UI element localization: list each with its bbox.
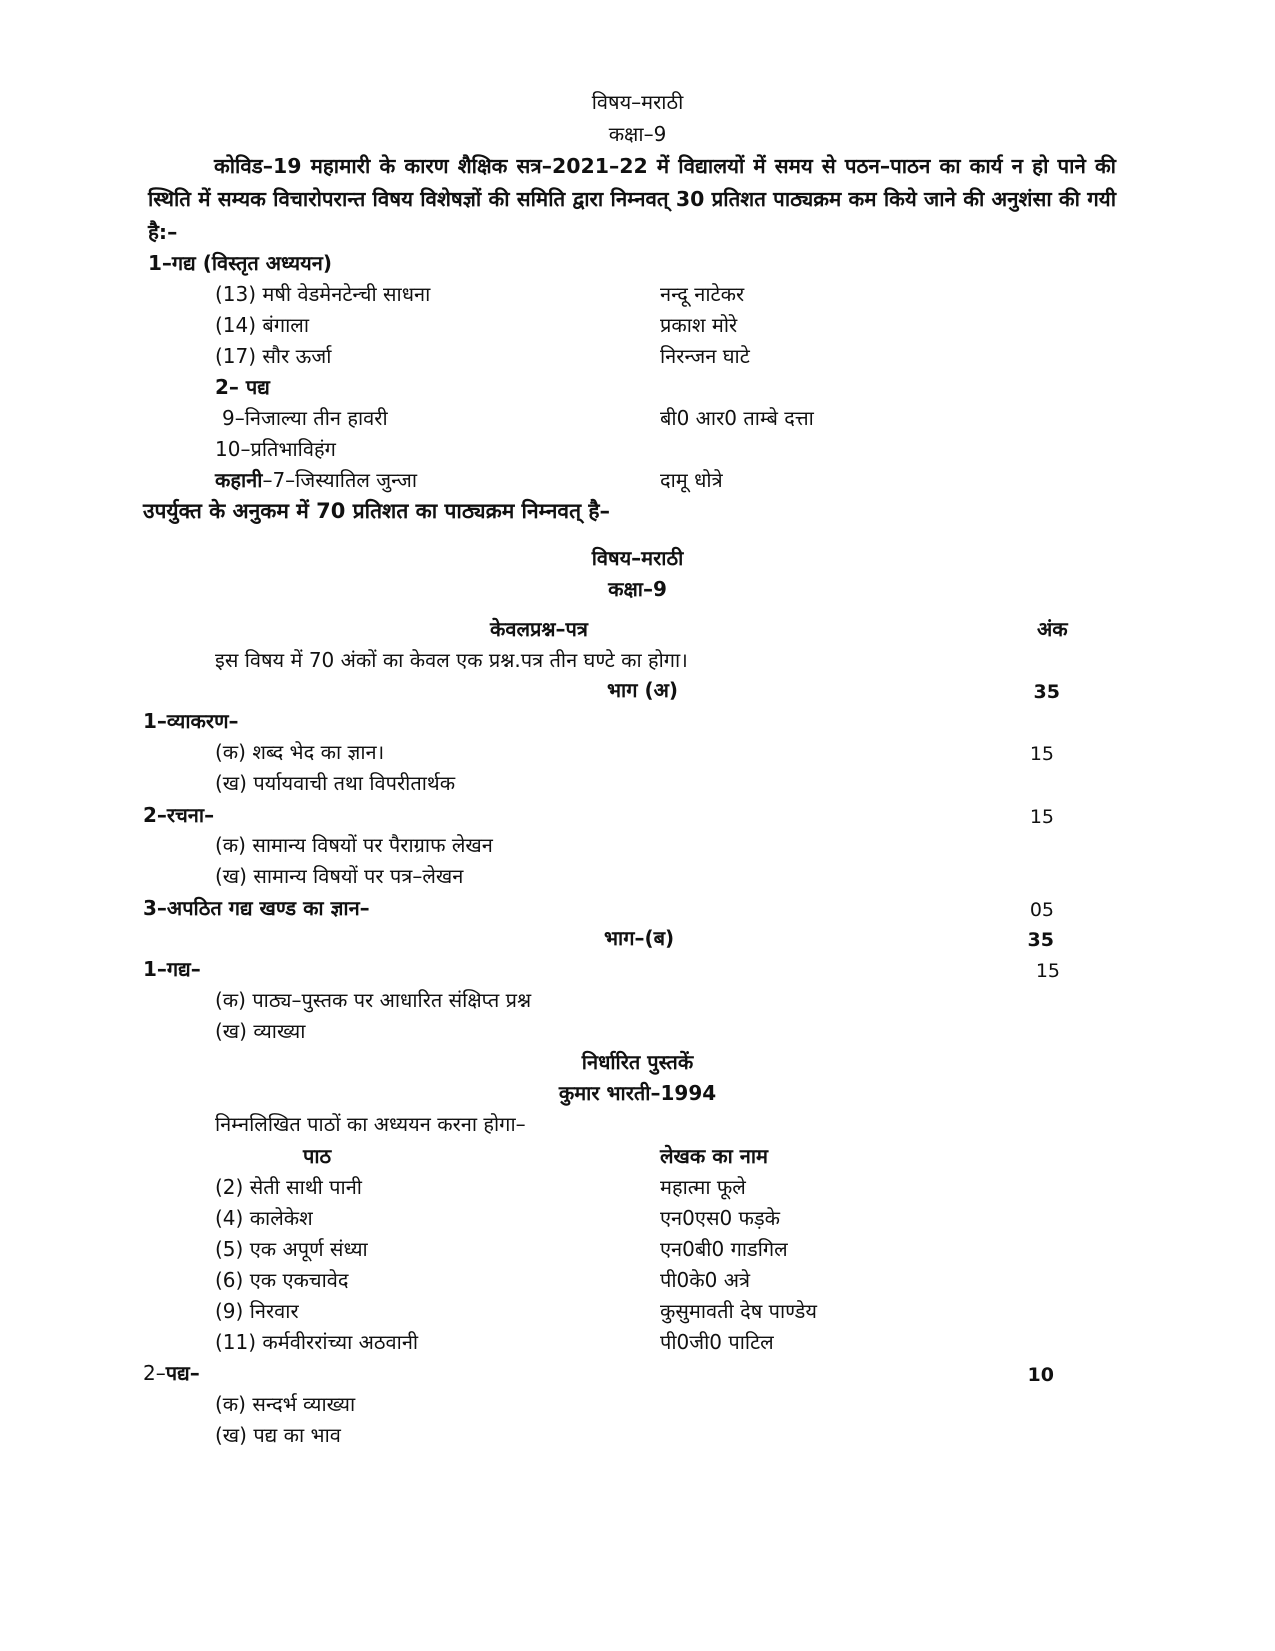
document-subject: विषय–मराठी (591, 90, 684, 114)
lesson-author: एन0एस0 फड़के (660, 1206, 781, 1230)
poetry-item: (ख) पद्य का भाव (215, 1423, 341, 1447)
lesson-title: (6) एक एकचावेद (215, 1268, 349, 1292)
removed-gadya-heading: 1–गद्य (विस्तृत अध्ययन) (148, 251, 332, 275)
transition-line: उपर्युक्त के अनुकम में 70 प्रतिशत का पाठ्यक्रम निम्नवत् है– (143, 499, 610, 523)
document-class: कक्षा–9 (608, 122, 667, 146)
paper-heading: केवलप्रश्न–पत्र (490, 617, 588, 641)
lesson-author: महात्मा फूले (660, 1175, 746, 1199)
composition-item: (क) सामान्य विषयों पर पैराग्राफ लेखन (215, 833, 493, 857)
author-column-header: लेखक का नाम (660, 1144, 768, 1168)
removed-padya-heading: 2– पद्य (215, 375, 270, 399)
prose-item: (क) पाठ्य–पुस्तक पर आधारित संक्षिप्त प्रश्न (215, 988, 532, 1012)
poetry-label: पद्य– (165, 1361, 200, 1385)
poetry-heading (143, 1361, 200, 1385)
composition-item: (ख) सामान्य विषयों पर पत्र–लेखन (215, 864, 464, 888)
lesson-title: (9) निरवार (215, 1299, 299, 1323)
grammar-marks: 15 (1029, 743, 1054, 765)
lesson-title: (11) कर्मवीररांच्या अठवानी (215, 1330, 419, 1354)
intro-paragraph: कोविड–19 महामारी के कारण शैक्षिक सत्र–2021–22 में विद्यालयों में समय से पठन–पाठन का कार्य न हो पाने की स्थिति में सम्यक विचारोपरान्त विषय विशेषज्ञों की समिति द्वारा निम्नवत् 30 प्रतिशत पाठ्यक्रम कम किये जाने की अनुशंसा की गयी है:– (148, 154, 1116, 244)
books-heading: निर्धारित पुस्तकें (581, 1050, 694, 1074)
removed-padya-title: 10–प्रतिभाविहंग (215, 437, 336, 461)
poetry-prefix: 2– (143, 1361, 166, 1385)
removed-gadya-author: निरन्जन घाटे (660, 344, 750, 368)
lesson-author: पी0के0 अत्रे (660, 1268, 751, 1292)
unseen-heading: 3–अपठित गद्य खण्ड का ज्ञान– (143, 896, 370, 920)
lesson-column-header: पाठ (303, 1144, 332, 1168)
grammar-item: (क) शब्द भेद का ज्ञान। (215, 740, 385, 764)
lesson-title: (2) सेती साथी पानी (215, 1175, 362, 1199)
prose-heading: 1–गद्य– (143, 957, 201, 981)
removed-gadya-author: प्रकाश मोरे (660, 313, 738, 337)
unseen-marks: 05 (1029, 899, 1054, 921)
composition-heading: 2–रचना– (143, 803, 215, 827)
paper-note: इस विषय में 70 अंकों का केवल एक प्रश्न.पत्र तीन घण्टे का होगा। (215, 648, 688, 672)
poetry-item: (क) सन्दर्भ व्याख्या (215, 1392, 356, 1416)
part-a-marks: 35 (1033, 681, 1060, 703)
removed-gadya-author: नन्दू नाटेकर (660, 282, 745, 306)
prose-item: (ख) व्याख्या (215, 1019, 306, 1043)
removed-gadya-title: (17) सौर ऊर्जा (215, 344, 332, 368)
removed-padya-title: 9–निजाल्या तीन हावरी (222, 406, 388, 430)
part-a-label: भाग (अ) (607, 678, 679, 702)
removed-gadya-title: (14) बंगाला (215, 313, 310, 337)
composition-marks: 15 (1029, 806, 1054, 828)
grammar-item: (ख) पर्यायवाची तथा विपरीतार्थक (215, 771, 456, 795)
syllabus-class: कक्षा–9 (608, 577, 667, 601)
part-b-marks: 35 (1027, 929, 1054, 951)
lesson-title: (5) एक अपूर्ण संध्या (215, 1237, 368, 1261)
lesson-title: (4) कालेकेश (215, 1206, 313, 1230)
lesson-author: एन0बी0 गाडगिल (660, 1237, 788, 1261)
prose-marks: 15 (1035, 960, 1060, 982)
lesson-author: कुसुमावती देष पाण्डेय (660, 1299, 817, 1323)
kahani-label: कहानी (215, 468, 263, 492)
removed-kahani-author: दामू धोत्रे (660, 468, 723, 492)
kahani-title: –7–जिस्यातिल जुन्जा (262, 468, 418, 492)
poetry-marks: 10 (1027, 1364, 1054, 1386)
lesson-author: पी0जी0 पाटिल (660, 1330, 774, 1354)
removed-padya-author: बी0 आर0 ताम्बे दत्ता (660, 406, 814, 430)
study-note: निम्नलिखित पाठों का अध्ययन करना होगा– (215, 1112, 526, 1136)
removed-gadya-title: (13) मषी वेडमेनटेन्ची साधना (215, 282, 431, 306)
book-title: कुमार भारती–1994 (558, 1081, 717, 1105)
removed-kahani-line (215, 468, 417, 492)
grammar-heading: 1–व्याकरण– (143, 709, 239, 733)
marks-heading: अंक (1037, 617, 1068, 641)
syllabus-subject: विषय–मराठी (591, 546, 684, 570)
part-b-label: भाग–(ब) (604, 926, 675, 950)
